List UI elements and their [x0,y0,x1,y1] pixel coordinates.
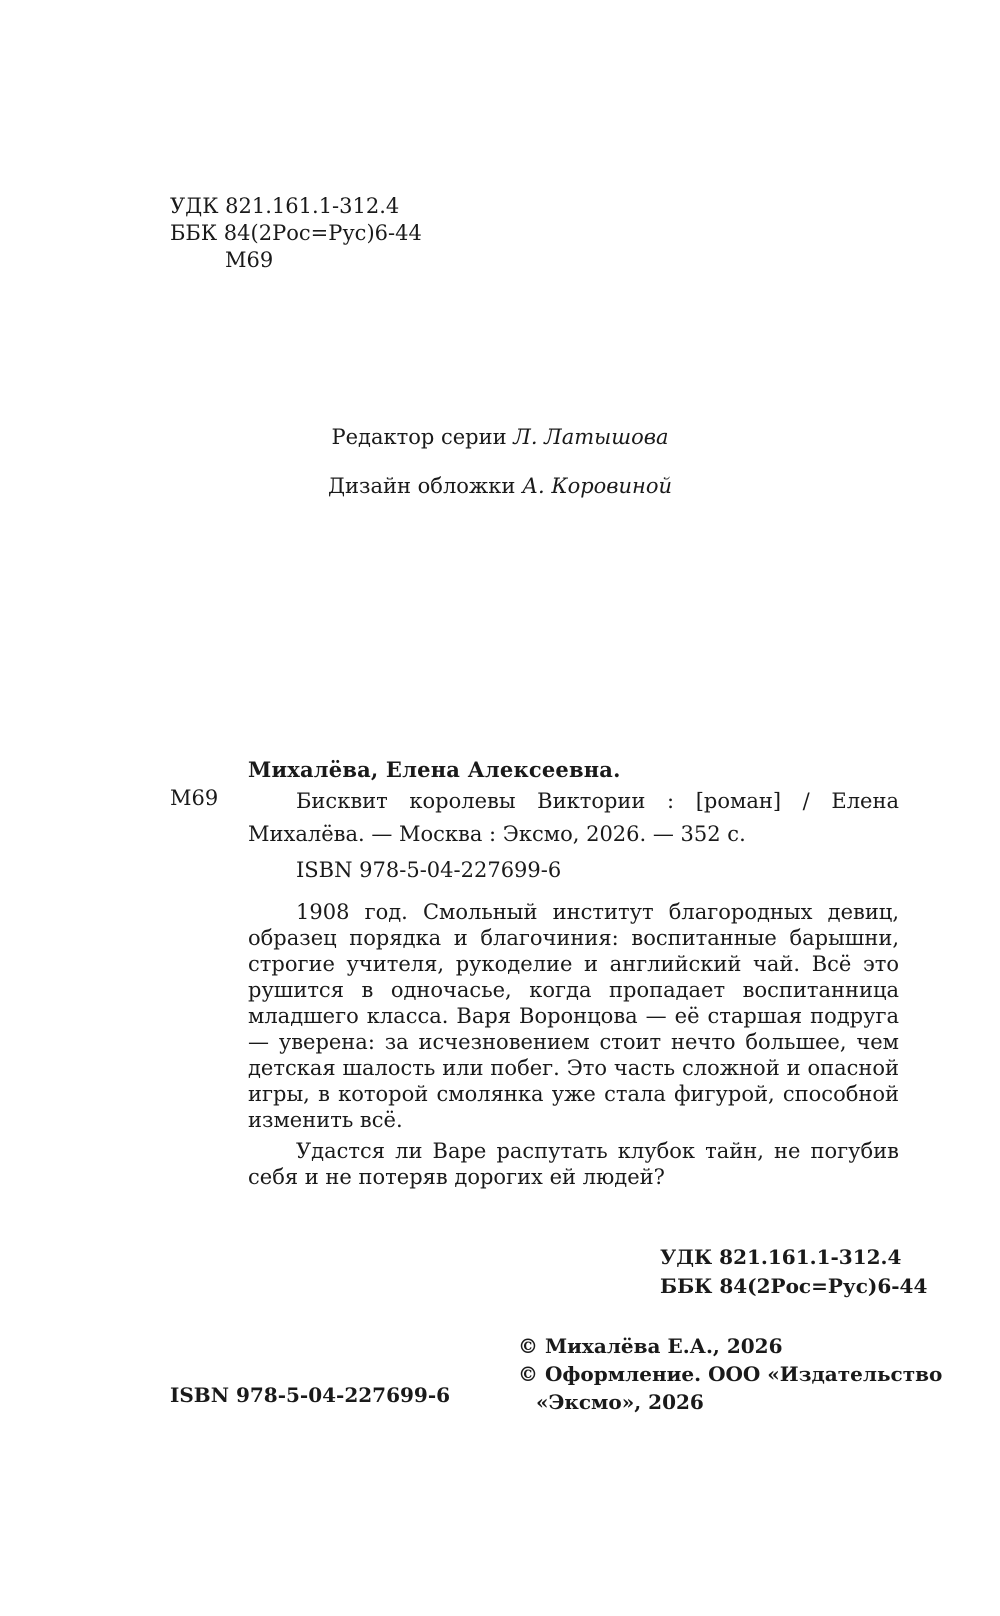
card-author: Михалёва, Елена Алексеевна. [248,757,621,782]
card-title-entry: Бисквит королевы Виктории : [роман] / Елена Михалёва. — Москва : Эксмо, 2026. — 352 с. [248,789,899,846]
udk-code: УДК 821.161.1-312.4 [170,194,400,218]
copyright-author: © Михалёва Е.А., 2026 [518,1334,783,1358]
catalog-card [170,756,899,1190]
series-editor-name: Л. Латышова [513,425,669,449]
classification-codes [170,193,422,274]
card-annotation: 1908 год. Смольный институт благородных девиц, образец порядка и благочиния: воспитанные барышни, строгие учителя, рукоделие и английский чай. Всё это рушится в одночасье, когда пропадает воспитанница младшего класса. Варя Воронцова — её старшая подруга — уверена: за исчезновением стоит нечто большее, чем детская шалость или побег. Это часть сложной и опасной игры, в которой смолянка уже стала фигурой, способной изменить всё. [248,900,899,1132]
series-editor-credit [0,425,1000,449]
bbk-code: ББК 84(2Рос=Рус)6-44 [170,221,422,245]
copyright-design: © Оформление. ООО «Издательство [518,1362,943,1386]
cover-design-label: Дизайн обложки [327,474,516,498]
right-classification-codes [660,1243,927,1301]
right-udk-code: УДК 821.161.1-312.4 [660,1245,902,1269]
copyright-publisher: «Эксмо», 2026 [536,1390,704,1414]
copyright-block [518,1332,942,1416]
series-editor-label: Редактор серии [331,425,507,449]
right-bbk-code: ББК 84(2Рос=Рус)6-44 [660,1274,928,1298]
cover-design-name: А. Коровиной [522,474,673,498]
card-question: Удастся ли Варе распутать клубок тайн, не погубив себя и не потеряв дорогих ей людей? [248,1139,899,1189]
author-mark: М69 [225,248,274,272]
card-isbn: ISBN 978-5-04-227699-6 [296,858,562,882]
card-author-mark: М69 [170,786,219,810]
bottom-isbn: ISBN 978-5-04-227699-6 [170,1383,451,1407]
cover-design-credit [0,474,1000,498]
